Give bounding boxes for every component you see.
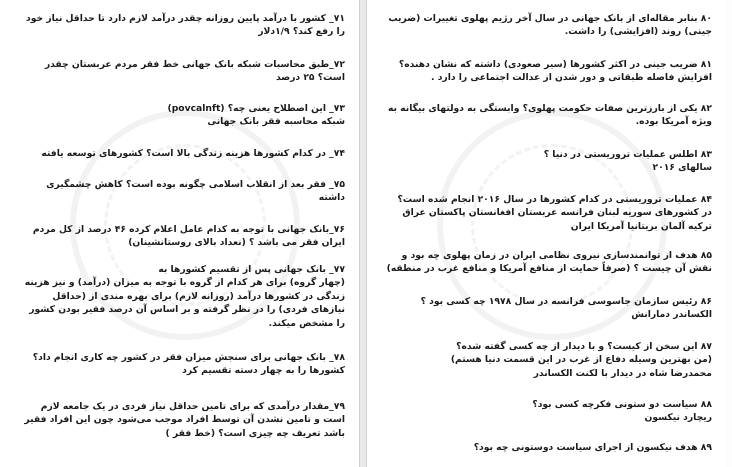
question-line: ۸۵ هدف از توانمندسازی نیروی نظامی ایران در زمان پهلوی چه بود و — [401, 250, 712, 261]
question-item — [380, 340, 712, 380]
question-line: ۷۶_بانک جهانی با توجه به کدام عامل اعلام کرده ۴۶ درصد از کل مردم — [32, 224, 345, 235]
question-line: ۸۸ سیاست دو ستونی فکرچه کسی بود؟ — [532, 399, 712, 410]
question-line: ۷۳_ این اصطلاح یعنی چه؟ (povcalnft) — [167, 103, 345, 114]
question-item — [380, 148, 712, 175]
question-line: (چهار گروه) برای هر کدام از گروه با توجه به میزان (درآمد) و نیز هزینه — [24, 277, 345, 289]
question-item — [13, 12, 345, 39]
question-line: را مشخص میکند. — [268, 317, 345, 329]
question-item — [380, 58, 712, 85]
question-line: الکساندر دمارانش — [631, 309, 712, 321]
question-line: جینی) روند (افزایشی) را داشت. — [564, 26, 712, 38]
question-item — [380, 249, 712, 276]
question-item — [13, 351, 345, 378]
question-line: ۸۲ یکی از بارزترین صفات حکومت پهلوی؟ وابستگی به دولتهای بیگانه به — [387, 103, 712, 114]
question-line: ۷۸_ بانک جهانی برای سنجش میزان فقر در کشور چه کاری انجام داد؟ — [32, 352, 345, 363]
question-line: افزایش فاصله طبقاتی و دور شدن از عدالت اجتماعی را دارد . — [431, 72, 712, 84]
question-item — [380, 102, 712, 129]
question-line: ۸۰ بنابر مقاله‌ای از بانک جهانی در سال آخر رژیم پهلوی تغییرات (ضریب — [388, 13, 712, 24]
question-item — [13, 400, 345, 440]
question-line: شبکه محاسبه فقر بانک جهانی — [207, 116, 345, 128]
question-item — [13, 178, 345, 205]
question-line: است؟ ۲۵ درصد — [275, 72, 345, 84]
question-line: نقش آن چیست ؟ (صرفاً حمایت از منافع آمریکا و منافع غرب در منطقه) — [386, 263, 712, 275]
question-line: ایران فقر می باشد ؟ (نعداد بالای روستانشینان) — [128, 237, 345, 249]
question-line: محمدرضا شاه در دیدار با لکنت الکساندر — [533, 367, 712, 379]
question-line: ۸۴ عملیات تروریستی در کدام کشورها در سال ۲۰۱۶ انجام شده است؟ — [397, 194, 712, 205]
question-line: ۷۲_طبق محاسبات شبکه بانک جهانی خط فقر مردم عربستان چقدر — [44, 59, 345, 70]
question-line: ریچارد نیکسون — [644, 412, 712, 424]
question-line: ۷۹_مقدار درآمدی که برای تامین حداقل نیاز فردی در یک جامعه لازم — [40, 401, 345, 412]
question-line: سالهای ۲۰۱۶ — [652, 162, 712, 174]
right-page — [366, 0, 726, 467]
question-line: کشورها را به چهار دسته تقسیم کرد — [182, 365, 345, 377]
question-item — [13, 263, 345, 330]
question-line: ویژه آمریکا بوده. — [635, 116, 712, 128]
question-item — [13, 223, 345, 250]
question-line: ۸۳ اطلس عملیات تروریستی در دنیا ؟ — [543, 149, 712, 160]
question-line: نیازهای فردی) را در نظر گرفته و بر اساس آن درصد فقیر بودن کشور — [29, 304, 345, 316]
question-line: (من بهترین وسیله دفاع از غرب در این قسمت دنیا هستم) — [450, 354, 712, 366]
question-item — [380, 398, 712, 425]
question-line: داشته — [318, 192, 345, 204]
question-line: زندگی در کشورها درآمد (روزانه لازم) برای بهره مندی از (حداقل — [52, 290, 345, 302]
question-item — [13, 147, 345, 160]
question-line: را رفع کند؟ ۱/۹دلار — [258, 26, 345, 38]
question-line: ترکیه آلمان بریتانیا آمریکا ایران — [570, 220, 712, 232]
question-item — [380, 441, 712, 454]
question-line: ۷۵_ فقر بعد از انقلاب اسلامی چگونه بوده است؟ کاهش چشمگیری — [46, 179, 345, 190]
question-line: ۸۶ رئیس سازمان جاسوسی فرانسه در سال ۱۹۷۸ چه کسی بود ؟ — [420, 296, 712, 307]
question-line: ۸۷ این سخن از کیست؟ و با دیدار از چه کسی گفته شده؟ — [456, 341, 712, 352]
question-line: ۸۹ هدف نیکسون از اجرای سیاست دوستونی چه بود؟ — [473, 442, 712, 453]
question-item — [380, 193, 712, 233]
question-line: ۷۷_ بانک جهانی پس از تقسیم کشورها به — [158, 264, 345, 275]
question-item — [380, 12, 712, 39]
question-line: باشد تعریف چه چیزی است؟ (خط فقر ) — [165, 427, 345, 439]
question-line: در کشورهای سوریه لبنان فرانسه عربستان افغانستان پاکستان عراق — [402, 207, 712, 219]
question-line: ۸۱ ضریب جینی در اکثر کشورها (سیر صعودی) داشته که نشان دهنده؟ — [398, 59, 712, 70]
question-line: ۷۴_ در کدام کشورها هزینه زندگی بالا است؟ کشورهای توسعه یافته — [41, 148, 345, 159]
question-item — [380, 295, 712, 322]
question-line: ۷۱_ کشور با درآمد پایین روزانه چقدر درآمد لازم دارد تا حداقل نیاز خود — [26, 13, 345, 24]
question-line: است و تامین نشدن آن توسط افراد موجب می‌شود چون این افراد فقیر — [24, 414, 345, 426]
question-item — [13, 58, 345, 85]
question-item — [13, 102, 345, 129]
left-page — [0, 0, 360, 467]
